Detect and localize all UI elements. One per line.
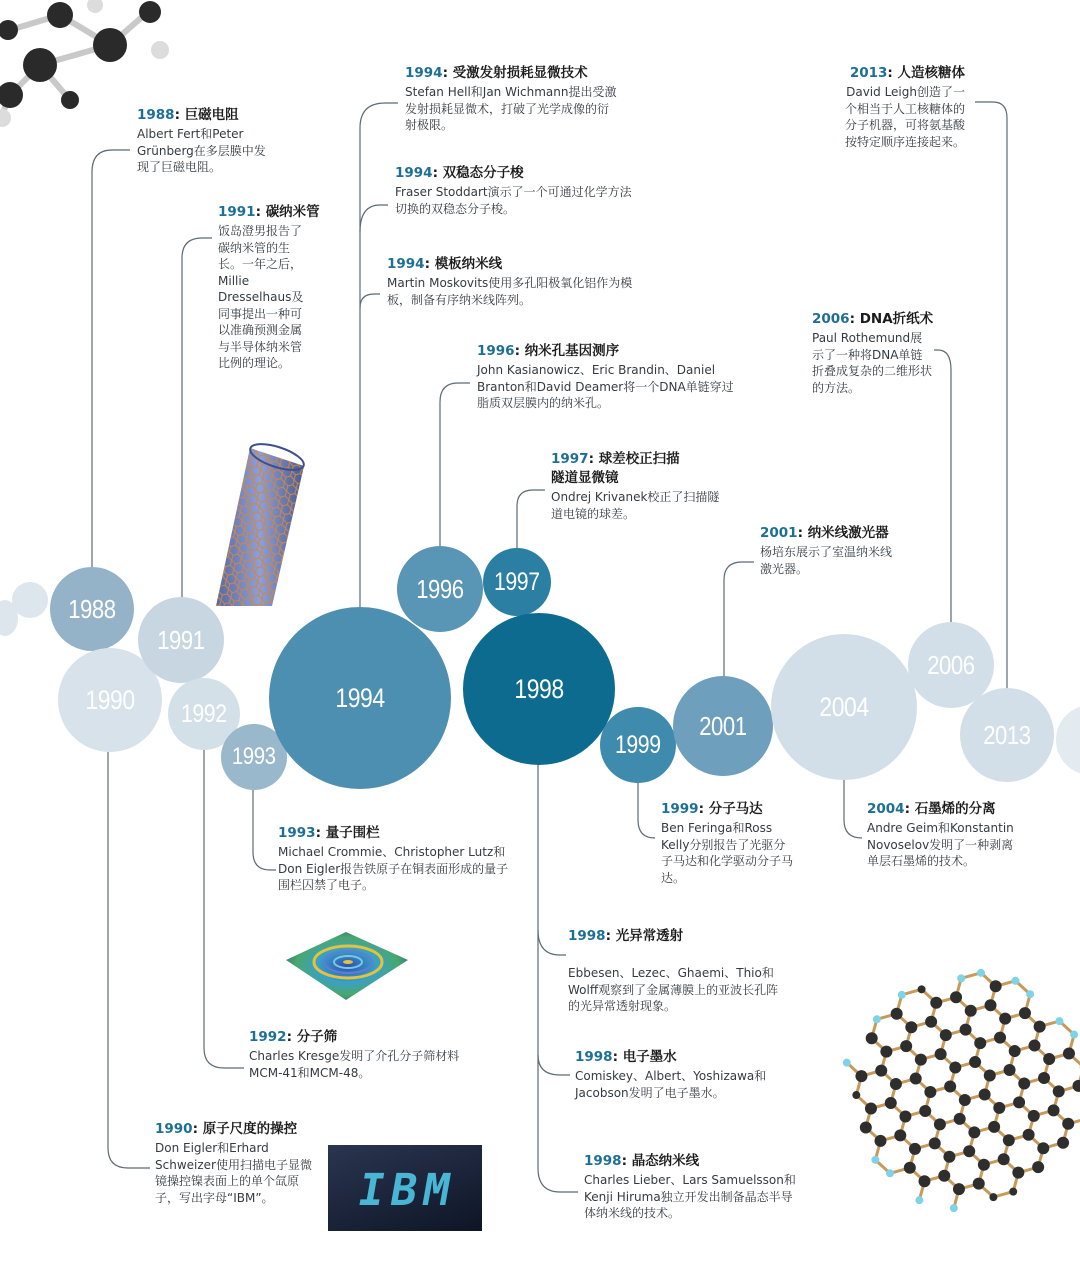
graphene-atom [924, 1086, 936, 1098]
graphene-atom [1070, 1031, 1078, 1039]
event-2013 [845, 64, 965, 150]
graphene-atom [874, 1135, 886, 1147]
graphene-atom [943, 1151, 955, 1163]
graphene-atom [1043, 1053, 1055, 1065]
year-label: 2006 [927, 649, 975, 680]
graphene-atom [930, 997, 942, 1009]
graphene-atom [957, 974, 965, 982]
graphene-atom [1019, 1007, 1031, 1019]
carbon-nanotube-image [212, 440, 318, 606]
event-description: 杨培东展示了室温纳米线激光器。 [760, 545, 893, 576]
graphene-atom [898, 991, 906, 999]
graphene-atom [905, 1021, 917, 1033]
graphene-atom [900, 1040, 912, 1052]
graphene-atom [960, 1024, 972, 1036]
graphene-atom [1029, 1040, 1041, 1052]
year-label: 1991 [157, 624, 205, 655]
year-bubble-1998[interactable] [463, 613, 615, 765]
graphene-atom [1009, 1188, 1017, 1196]
year-label: 1994 [335, 682, 385, 713]
graphene-atom [953, 1183, 965, 1195]
graphene-atom [988, 1121, 1000, 1133]
event-1997 [551, 450, 721, 522]
graphene-atom [993, 1102, 1005, 1114]
event-title: 1992: 分子筛 [249, 1029, 338, 1045]
graphene-atom [985, 999, 997, 1011]
graphene-atom [891, 1008, 903, 1020]
graphene-atom [1053, 1085, 1065, 1097]
graphene-atom [950, 1204, 958, 1212]
graphene-atom [852, 1091, 860, 1099]
event-title: 1988: 巨磁电阻 [137, 107, 239, 123]
graphene-atom [899, 1110, 911, 1122]
graphene-atom [904, 1162, 916, 1174]
year-bubble-1999[interactable] [600, 707, 676, 783]
event-1994-shuttle [395, 164, 635, 217]
event-description: Ondrej Krivanek校正了扫描隧道电镜的球差。 [551, 490, 720, 521]
event-1990 [155, 1120, 313, 1206]
graphene-atom [954, 1113, 966, 1125]
graphene-atom [938, 1170, 950, 1182]
graphene-atom [965, 1005, 977, 1017]
graphene-atom [865, 1103, 877, 1115]
event-title: 2004: 石墨烯的分离 [867, 801, 996, 817]
ibm-atoms-image [328, 1145, 482, 1231]
graphene-atom [1072, 1080, 1080, 1092]
year-label: 1996 [416, 573, 464, 604]
event-1993 [278, 824, 510, 894]
year-bubble-1997[interactable] [483, 548, 551, 616]
graphene-atom [873, 1015, 881, 1023]
year-bubble-2004[interactable] [771, 634, 917, 780]
year-bubble-1991[interactable] [138, 597, 224, 683]
event-title: 1993: 量子围栏 [278, 825, 380, 841]
graphene-atom [886, 1169, 894, 1177]
graphene-atom [843, 1059, 851, 1067]
graphene-atom [1034, 1021, 1046, 1033]
event-description: John Kasianowicz、Eric Brandin、Daniel Branton和David Deamer将一个DNA单链穿过脂质双层膜内的纳米孔。 [477, 363, 734, 410]
event-description: Paul Rothemund展示了一种将DNA单链折叠成复杂的二维形状的方法。 [812, 331, 933, 395]
graphene-atom [918, 1175, 930, 1187]
graphene-atom [1009, 1045, 1021, 1057]
event-description: 饭岛澄男报告了碳纳米管的生长。一年之后，Millie Dresselhaus及同事提出一种可以准确预测金属与半导体纳米管比例的理论。 [218, 224, 304, 370]
event-title: 1998: 光异常透射 [568, 928, 684, 944]
graphene-atom [979, 1088, 991, 1100]
event-2001 [760, 524, 895, 577]
graphene-atom [1018, 1077, 1030, 1089]
event-description: Ebbesen、Lezec、Ghaemi、Thio和Wolff观察到了金属薄膜上的亚波长孔阵的光异常透射现象。 [568, 966, 779, 1013]
graphene-atom [875, 1065, 887, 1077]
graphene-atom [855, 1070, 867, 1082]
year-label: 1990 [85, 684, 135, 715]
graphene-atom [968, 1126, 980, 1138]
graphene-atom [994, 1032, 1006, 1044]
graphene-atom [940, 1029, 952, 1041]
event-1994-nanowire [387, 255, 635, 308]
graphene-atom [1012, 1167, 1024, 1179]
event-title: 1998: 电子墨水 [575, 1049, 677, 1065]
graphene-atom [925, 1016, 937, 1028]
graphene-atom [969, 1056, 981, 1068]
event-title: 1997: 球差校正扫描隧道显微镜 [551, 451, 680, 486]
event-title: 1999: 分子马达 [661, 801, 763, 817]
ibm-letters: IBM [353, 1165, 461, 1216]
event-description: Charles Kresge发明了介孔分子筛材料MCM-41和MCM-48。 [249, 1049, 460, 1080]
graphene-atom [934, 1118, 946, 1130]
event-description: Charles Lieber、Lars Samuelsson和Kenji Hiruma独立开发出制备晶态半导体纳米线的技术。 [584, 1173, 796, 1220]
graphene-atom [918, 985, 926, 993]
year-label: 1988 [68, 593, 116, 624]
graphene-atom [910, 1073, 922, 1085]
graphene-atom [950, 991, 962, 1003]
event-title: 2001: 纳米线激光器 [760, 525, 889, 541]
event-1996 [477, 342, 745, 412]
graphene-atom [959, 1094, 971, 1106]
event-title: 2006: DNA折纸术 [812, 311, 934, 327]
event-1992 [249, 1028, 474, 1081]
year-label: 1997 [494, 567, 540, 596]
graphene-atom [973, 1178, 985, 1190]
graphene-atom [1062, 1118, 1074, 1130]
event-1999 [661, 800, 796, 886]
graphene-atom [990, 980, 1002, 992]
year-label: 1999 [615, 730, 661, 759]
year-label: 2001 [699, 710, 747, 741]
event-title: 2013: 人造核糖体 [849, 65, 965, 81]
event-description: Stefan Hell和Jan Wichmann提出受激发射损耗显微术，打破了光学成像的衍射极限。 [405, 85, 617, 132]
graphene-atom [871, 1156, 879, 1164]
graphene-atom [880, 1046, 892, 1058]
graphene-atom [1032, 1161, 1044, 1173]
graphene-atom [1026, 990, 1034, 998]
year-bubble-1988[interactable] [50, 567, 134, 651]
event-description: Don Eigler和Erhard Schweizer使用扫描电子显微镜操控镍表面上的单个氙原子，写出字母“IBM”。 [155, 1141, 312, 1205]
graphene-atom [909, 1143, 921, 1155]
graphene-atom [915, 1054, 927, 1066]
graphene-atom [885, 1097, 897, 1109]
graphene-atom [894, 1129, 906, 1141]
event-1998-crystal-nanowire [584, 1152, 799, 1222]
event-1998-e-ink [575, 1048, 770, 1101]
graphene-atom [1023, 1129, 1035, 1141]
event-description: Andre Geim和Konstantin Novoselov发明了一种剥离单层石墨烯的技术。 [867, 821, 1014, 868]
graphene-atom [1004, 1064, 1016, 1076]
graphene-atom [1057, 1137, 1069, 1149]
event-title: 1994: 模板纳米线 [387, 256, 503, 272]
event-title: 1994: 双稳态分子梭 [395, 165, 524, 181]
graphene-atom [944, 1081, 956, 1093]
event-title: 1996: 纳米孔基因测序 [477, 343, 620, 359]
graphene-atom [929, 1137, 941, 1149]
graphene-atom [1003, 1134, 1015, 1146]
event-1994-sted [405, 64, 620, 134]
event-title: 1991: 碳纳米管 [218, 204, 320, 220]
graphene-atom [998, 1153, 1010, 1165]
graphene-atom [974, 1037, 986, 1049]
event-1988 [137, 106, 277, 176]
event-2004 [867, 800, 1025, 870]
graphene-atom [999, 1013, 1011, 1025]
graphene-atom [919, 1105, 931, 1117]
graphene-atom [989, 1193, 997, 1201]
graphene-atom [1063, 1048, 1075, 1060]
event-title: 1990: 原子尺度的操控 [155, 1121, 298, 1137]
graphene-atom [984, 1070, 996, 1082]
year-bubble-1994[interactable] [269, 607, 451, 789]
year-label: 2004 [819, 691, 869, 722]
graphene-atom [935, 1048, 947, 1060]
graphene-lattice-image [818, 950, 1080, 1212]
quantum-corral-image [276, 920, 411, 1005]
graphene-atom [915, 1196, 923, 1204]
decorative-circle [12, 582, 48, 618]
graphene-atom [860, 1121, 872, 1133]
graphene-atom [890, 1078, 902, 1090]
graphene-atom [977, 969, 985, 977]
graphene-atom [866, 1032, 878, 1044]
year-bubble-1996[interactable] [397, 546, 483, 632]
event-2006 [812, 310, 934, 396]
event-description: Ben Feringa和Ross Kelly分别报告了光驱分子马达和化学驱动分子马达。 [661, 821, 794, 885]
event-description: Martin Moskovits使用多孔阳极氧化铝作为模板，制备有序纳米线阵列。 [387, 276, 633, 307]
year-bubble-2001[interactable] [673, 676, 773, 776]
year-bubble-2013[interactable] [960, 688, 1054, 782]
graphene-atom [1028, 1110, 1040, 1122]
event-title: 1998: 晶态纳米线 [584, 1153, 700, 1169]
graphene-atom [963, 1145, 975, 1157]
year-label: 1998 [514, 673, 564, 704]
graphene-atom [1011, 977, 1019, 985]
graphene-atom [949, 1062, 961, 1074]
event-description: Fraser Stoddart演示了一个可通过化学方法切换的双稳态分子梭。 [395, 185, 632, 216]
graphene-atom [1048, 1104, 1060, 1116]
event-description: Michael Crommie、Christopher Lutz和Don Eigler报告铁原子在铜表面形成的量子围栏囚禁了电子。 [278, 845, 509, 892]
graphene-atom [1038, 1072, 1050, 1084]
event-title: 1994: 受激发射损耗显微技术 [405, 65, 588, 81]
event-description: Albert Fert和Peter Grünberg在多层膜中发现了巨磁电阻。 [137, 127, 266, 174]
graphene-atom [1055, 1017, 1063, 1025]
graphene-atom [978, 1159, 990, 1171]
year-label: 2013 [983, 719, 1031, 750]
event-description: David Leigh创造了一个相当于人工核糖体的分子机器，可将氨基酸按特定顺序连接起来。 [845, 85, 966, 149]
graphene-atom [1037, 1142, 1049, 1154]
year-label: 1992 [181, 699, 227, 728]
event-1991 [218, 203, 320, 372]
year-label: 1993 [232, 743, 276, 770]
event-1998-transmission [568, 927, 783, 1015]
event-description: Comiskey、Albert、Yoshizawa和Jacobson发明了电子墨水。 [575, 1069, 767, 1100]
graphene-atom [1013, 1096, 1025, 1108]
